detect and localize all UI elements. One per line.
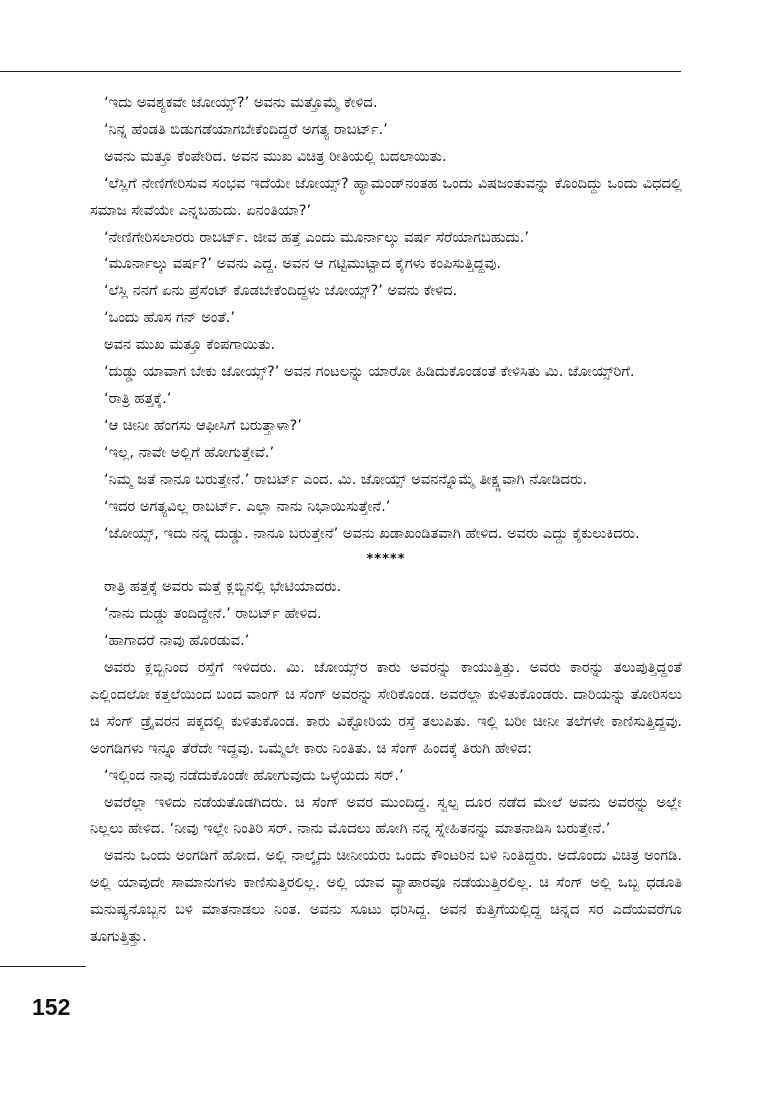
paragraph: ಅವನು ಒಂದು ಅಂಗಡಿಗೆ ಹೋದ. ಅಲ್ಲಿ ನಾಲ್ಕೈದು ಚೀನೀಯರು ಒಂದು ಕೌಂಟರಿನ ಬಳಿ ನಿಂತಿದ್ದರು. ಅದೊಂದು ವಿಚಿತ್ರ ಅಂಗಡಿ. ಅಲ್ಲಿ ಯಾವುದೇ ಸಾಮಾನುಗಳು ಕಾಣಿಸುತ್ತಿರಲಿಲ್ಲ. ಅಲ್ಲಿ ಯಾವ ವ್ಯಾಪಾರವೂ ನಡೆಯುತ್ತಿರಲಿಲ್ಲ. ಚಿ ಸೆಂಗ್ ಅಲ್ಲಿ ಒಬ್ಬ ಧಡೂತಿ ಮನುಷ್ಯನೊಬ್ಬನ ಬಳಿ ಮಾತನಾಡಲು ನಿಂತ. ಅವನು ಸೂಟು ಧರಿಸಿದ್ದ. ಅವನ ಕುತ್ತಿಗೆಯಲ್ಲಿದ್ದ ಚಿನ್ನದ ಸರ ಎದೆಯವರೆಗೂ ತೂಗುತ್ತಿತ್ತು. <box>90 847 682 946</box>
paragraph: ಅವನ ಮುಖ ಮತ್ತೂ ಕೆಂಪಗಾಯಿತು. <box>104 336 276 354</box>
paragraph: ‘ನಾನು ದುಡ್ಡು ತಂದಿದ್ದೇನೆ.’ ರಾಬರ್ಟ್ ಹೇಳಿದ. <box>104 605 322 623</box>
paragraph: ‘ಲೆಸ್ಲಿ ನನಗೆ ಏನು ಪ್ರೆಸೆಂಟ್ ಕೊಡಬೇಕೆಂದಿದ್ದಳು ಜೋಯ್ಸ್?’ ಅವನು ಕೇಳಿದ. <box>104 282 458 300</box>
paragraph: ‘ನೇಣಿಗೇರಿಸಲಾರರು ರಾಬರ್ಟ್. ಜೀವ ಹತ್ತೆ ಎಂದು ಮೂರ್ನಾಲ್ಕು ವರ್ಷ ಸೆರೆಯಾಗಬಹುದು.’ <box>104 228 530 246</box>
paragraph: ‘ರಾತ್ರಿ ಹತ್ತಕ್ಕೆ.’ <box>104 389 172 407</box>
paragraph: ‘ಲೆಸ್ಲಿಗೆ ನೇಣಿಗೇರಿಸುವ ಸಂಭವ ಇದೆಯೇ ಜೋಯ್ಸ್? ಹ್ಯಾಮಂಡ್‌ನಂತಹ ಒಂದು ವಿಷಜಂತುವನ್ನು ಕೊಂದಿದ್ದು ಒಂದು ವಿಧದಲ್ಲಿ ಸಮಾಜ ಸೇವೆಯೇ ಎನ್ನಬಹುದು. ಏನಂತಿಯಾ?’ <box>90 174 682 219</box>
paragraph: ‘ಇದು ಅವಶ್ಯಕವೇ ಜೋಯ್ಸ್?’ ಅವನು ಮತ್ತೊಮ್ಮೆ ಕೇಳಿದ. <box>104 94 378 111</box>
paragraph: ‘ಇಲ್ಲ, ನಾವೇ ಅಲ್ಲಿಗೆ ಹೋಗುತ್ತೇವೆ.’ <box>104 443 275 461</box>
paragraph: ಅವರು ಕ್ಲಬ್ಬಿನಿಂದ ರಸ್ತೆಗೆ ಇಳಿದರು. ಮಿ. ಜೋಯ್ಸ್‌ರ ಕಾರು ಅವರನ್ನು ಕಾಯುತ್ತಿತ್ತು. ಅವರು ಕಾರನ್ನು ತಲುಪುತ್ತಿದ್ದಂತೆ ಎಲ್ಲಿಂದಲೋ ಕತ್ತಲೆಯಿಂದ ಬಂದ ವಾಂಗ್ ಚಿ ಸೆಂಗ್ ಅವರನ್ನು ಸೇರಿಕೊಂಡ. ಅವರೆಲ್ಲಾ ಕುಳಿತುಕೊಂಡರು. ದಾರಿಯನ್ನು ತೋರಿಸಲು ಚಿ ಸೆಂಗ್ ಡ್ರೈವರನ ಪಕ್ಕದಲ್ಲಿ ಕುಳಿತುಕೊಂಡ. ಕಾರು ವಿಕ್ಟೋರಿಯ ರಸ್ತೆ ತಲುಪಿತು. ಇಲ್ಲಿ ಬರೀ ಚೀನೀ ತಲೆಗಳೇ ಕಾಣಿಸುತ್ತಿದ್ದವು. ಅಂಗಡಿಗಳು ಇನ್ನೂ ತೆರೆದೇ ಇದ್ದವು. ಒಮ್ಮೆಲೇ ಕಾರು ನಿಂತಿತು. ಚಿ ಸೆಂಗ್ ಹಿಂದಕ್ಕೆ ತಿರುಗಿ ಹೇಳಿದ: <box>90 659 682 757</box>
paragraph: ‘ಇದರ ಅಗತ್ಯವಿಲ್ಲ ರಾಬರ್ಟ್. ಎಲ್ಲಾ ನಾನು ನಿಭಾಯಿಸುತ್ತೇನೆ.’ <box>104 497 391 515</box>
paragraph: ‘ಜೋಯ್ಸ್, ಇದು ನನ್ನ ದುಡ್ಡು. ನಾನೂ ಬರುತ್ತೇನೆ’ ಅವನು ಖಡಾಖಂಡಿತವಾಗಿ ಹೇಳಿದ. ಅವರು ಎದ್ದು ಕೈಕುಲುಕಿದರು. <box>104 524 640 542</box>
paragraph: ಅವನು ಮತ್ತೂ ಕೆಂಪೇರಿದ. ಅವನ ಮುಖ ವಿಚಿತ್ರ ರೀತಿಯಲ್ಲಿ ಬದಲಾಯಿತು. <box>104 147 447 165</box>
paragraph: ‘ದುಡ್ಡು ಯಾವಾಗ ಬೇಕು ಜೋಯ್ಸ್?’ ಅವನ ಗಂಟಲನ್ನು ಯಾರೋ ಹಿಡಿದುಕೊಂಡಂತೆ ಕೇಳಿಸಿತು ಮಿ. ಜೋಯ್ಸ್‌ರಿಗೆ. <box>104 363 635 381</box>
paragraph: ‘ಇಲ್ಲಿಂದ ನಾವು ನಡೆದುಕೊಂಡೇ ಹೋಗುವುದು ಒಳ್ಳೆಯದು ಸರ್.’ <box>104 766 404 784</box>
paragraph: ‘ಒಂದು ಹೊಸ ಗನ್ ಅಂತೆ.’ <box>104 309 236 327</box>
paragraph: ‘ನಿಮ್ಮ ಜತೆ ನಾನೂ ಬರುತ್ತೇನೆ.’ ರಾಬರ್ಟ್ ಎಂದ. ಮಿ. ಜೋಯ್ಸ್ ಅವನನ್ನೊಮ್ಮೆ ತೀಕ್ಷ್ಣವಾಗಿ ನೋಡಿದರು. <box>104 470 588 488</box>
page-number-rule <box>0 966 86 967</box>
paragraph: ‘ಹಾಗಾದರೆ ನಾವು ಹೊರಡುವ.’ <box>104 632 250 650</box>
paragraph: ‘ಮೂರ್ನಾಲ್ಕು ವರ್ಷ?’ ಅವನು ಎದ್ದ. ಅವನ ಆ ಗಟ್ಟಿಮುಟ್ಟಾದ ಕೈಗಳು ಕಂಪಿಸುತ್ತಿದ್ದವು. <box>104 255 502 273</box>
paragraph: ‘ನಿನ್ನ ಹೆಂಡತಿ ಬಿಡುಗಡೆಯಾಗಬೇಕೆಂದಿದ್ದರೆ ಅಗತ್ಯ ರಾಬರ್ಟ್.’ <box>104 120 388 138</box>
body-text <box>90 90 682 951</box>
paragraph: ‘ಆ ಚೀನೀ ಹೆಂಗಸು ಆಫೀಸಿಗೆ ಬರುತ್ತಾಳಾ?’ <box>104 416 302 434</box>
header-rule <box>0 71 681 72</box>
section-separator: ***** <box>366 552 406 568</box>
paragraph: ರಾತ್ರಿ ಹತ್ತಕ್ಕೆ ಅವರು ಮತ್ತೆ ಕ್ಲಬ್ಬಿನಲ್ಲಿ ಭೇಟಿಯಾದರು. <box>104 578 342 596</box>
paragraph: ಅವರೆಲ್ಲಾ ಇಳಿದು ನಡೆಯತೊಡಗಿದರು. ಚಿ ಸೆಂಗ್ ಅವರ ಮುಂದಿದ್ದ. ಸ್ವಲ್ಪ ದೂರ ನಡೆದ ಮೇಲೆ ಅವನು ಅವರನ್ನು ಅಲ್ಲೇ ನಿಲ್ಲಲು ಹೇಳಿದ. ‘ನೀವು ಇಲ್ಲೇ ನಿಂತಿರಿ ಸರ್. ನಾನು ಮೊದಲು ಹೋಗಿ ನನ್ನ ಸ್ನೇಹಿತನನ್ನು ಮಾತನಾಡಿಸಿ ಬರುತ್ತೇನೆ.’ <box>90 793 682 838</box>
page-number: 152 <box>32 994 71 1020</box>
